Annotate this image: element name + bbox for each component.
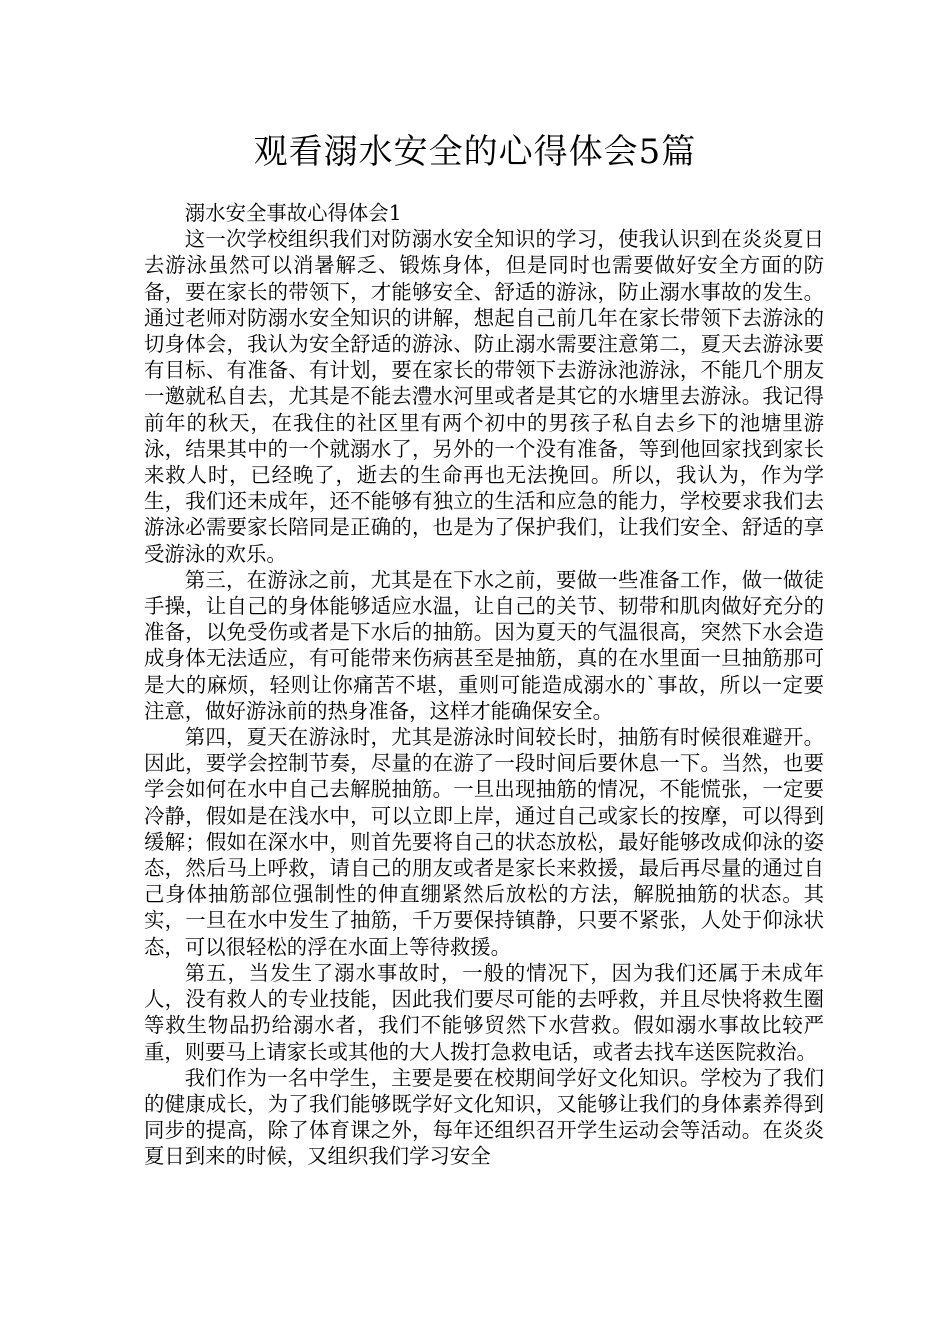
document-title: 观看溺水安全的心得体会5篇 — [253, 132, 697, 172]
paragraph-2: 第三，在游泳之前，尤其是在下水之前，要做一些准备工作，做一做徒手操，让自己的身体能够适应水温，让自己的关节、韧带和肌肉做好充分的准备，以免受伤或者是下水后的抽筋。因为夏天的气温很高，突然下水会造成身体无法适应，有可能带来伤病甚至是抽筋，真的在水里面一旦抽筋那可是大的麻烦，轻则让你痛苦不堪，重则可能造成溺水的`事故，所以一定要注意，做好游泳前的热身准备，这样才能确保安全。 — [144, 567, 824, 723]
paragraph-4: 第五，当发生了溺水事故时，一般的情况下，因为我们还属于未成年人，没有救人的专业技能，因此我们要尽可能的去呼救，并且尽快将救生圈等救生物品扔给溺水者，我们不能够贸然下水营救。假如溺水事故比较严重，则要马上请家长或其他的大人拨打急救电话，或者去找车送医院救治。 — [144, 960, 824, 1064]
paragraph-3: 第四，夏天在游泳时，尤其是游泳时间较长时，抽筋有时候很难避开。因此，要学会控制节奏，尽量的在游了一段时间后要休息一下。当然，也要学会如何在水中自己去解脱抽筋。一旦出现抽筋的情况，不能慌张，一定要冷静，假如是在浅水中，可以立即上岸，通过自己或家长的按摩，可以得到缓解；假如在深水中，则首先要将自己的状态放松，最好能够改成仰泳的姿态，然后马上呼救，请自己的朋友或者是家长来救援，最后再尽量的通过自己身体抽筋部位强制性的伸直绷紧然后放松的方法，解脱抽筋的状态。其实，一旦在水中发生了抽筋，千万要保持镇静，只要不紧张，人处于仰泳状态，可以很轻松的浮在水面上等待救援。 — [144, 725, 824, 959]
section-heading: 溺水安全事故心得体会1 — [184, 201, 402, 225]
paragraph-5: 我们作为一名中学生，主要是要在校期间学好文化知识。学校为了我们的健康成长，为了我们能够既学好文化知识，又能够让我们的身体素养得到同步的提高，除了体育课之外，每年还组织召开学生运动会等活动。在炎炎夏日到来的时候，又组织我们学习安全 — [144, 1065, 824, 1169]
document-body — [144, 200, 824, 1170]
paragraph-1: 这一次学校组织我们对防溺水安全知识的学习，使我认识到在炎炎夏日去游泳虽然可以消暑解乏、锻炼身体，但是同时也需要做好安全方面的防备，要在家长的带领下，才能够安全、舒适的游泳，防止溺水事故的发生。通过老师对防溺水安全知识的讲解，想起自己前几年在家长带领下去游泳的切身体会，我认为安全舒适的游泳、防止溺水需要注意第二，夏天去游泳要有目标、有准备、有计划，要在家长的带领下去游泳池游泳，不能几个朋友一邀就私自去，尤其是不能去澧水河里或者是其它的水塘里去游泳。我记得前年的秋天，在我住的社区里有两个初中的男孩子私自去乡下的池塘里游泳，结果其中的一个就溺水了，另外的一个没有准备，等到他回家找到家长来救人时，已经晚了，逝去的生命再也无法挽回。所以，我认为，作为学生，我们还未成年，还不能够有独立的生活和应急的能力，学校要求我们去游泳必需要家长陪同是正确的，也是为了保护我们，让我们安全、舒适的享受游泳的欢乐。 — [144, 227, 824, 566]
